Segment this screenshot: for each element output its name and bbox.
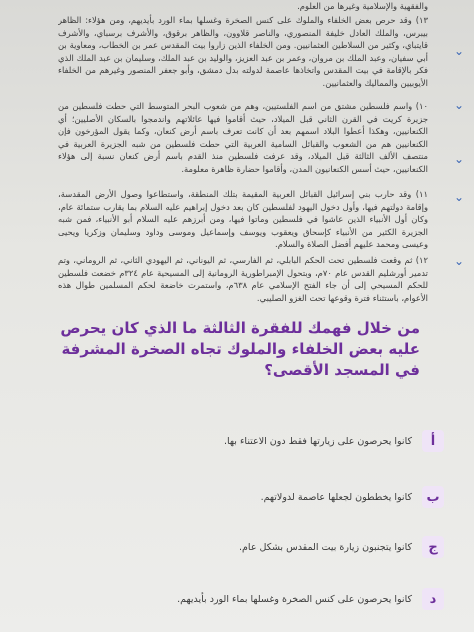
- option-a-text: كانوا يحرصون على زيارتها فقط دون الاعتناء بها.: [224, 435, 412, 447]
- chevron-down-icon[interactable]: ⌄: [453, 44, 465, 58]
- passage-paragraph-12: ١٢) ثم وقعت فلسطين تحت الحكم البابلي، ثم الفارسي، ثم اليوناني، ثم اليهودي الثاني، ثم الروماني، وتم تدمير أورشليم القدس عام ٧٠م، وبتحول الإمبراطورية الرومانية إلى المسيحية عام ٣٢٤م خضعت فلسطين للحكم المسيحي إلى أن جاء الفتح الإسلامي عام ٦٣٨م، واستمرت خاضعة لحكم المسلمين طوال هذه الأعوام، باستثناء فترة وقوعها تحت الغزو الصليبي.: [58, 255, 428, 303]
- passage-paragraph-11: ١١) وقد حارب بني إسرائيل القبائل العربية المقيمة بتلك المنطقة، واستطاعوا وصول الأرض المقدسة، وإقامة دولتهم فيها، وأول دخول اليهود لفلسطين كان بعد دخول إبراهيم عليه السلام بما يقارب ستمائة عام، وكان أول الأنبياء الذين عاشوا في فلسطين وماتوا فيها، ومن أبرزهم عليه السلام أبو الأنبياء، فمن شبه الجزيرة الكثير من الأنبياء كإسحاق ويعقوب ويوسف وإسماعيل وموسى وداود وسليمان وزكريا ويحيى وعيسى ومحمد عليهم أفضل الصلاة والسلام.: [58, 189, 428, 249]
- chevron-down-icon[interactable]: ⌄: [453, 98, 465, 112]
- chevron-down-icon[interactable]: ⌄: [453, 190, 465, 204]
- chevron-down-icon[interactable]: ⌄: [453, 254, 465, 268]
- question-text: من خلال فهمك للفقرة الثالثة ما الذي كان يحرص عليه بعض الخلفاء والملوك تجاه الصخرة المشرفة في المسجد الأقصى؟: [60, 319, 420, 379]
- passage-top-line: والفقهية والإسلامية وغيرها من العلوم.: [297, 1, 428, 11]
- option-c-badge: ج: [422, 536, 444, 558]
- option-d-badge: د: [422, 588, 444, 610]
- option-d-text: كانوا يحرصون على كنس الصخرة وغسلها بماء الورد بأيديهم.: [177, 593, 412, 605]
- option-c[interactable]: [30, 532, 444, 562]
- option-a-badge: أ: [422, 430, 444, 452]
- option-d[interactable]: [30, 584, 444, 614]
- option-a[interactable]: [30, 426, 444, 456]
- passage-paragraph-10: ١٠) واسم فلسطين مشتق من اسم الفلستيين، وهم من شعوب البحر المتوسط التي حطت فلسطين من جزيرة كريت في القرن الثاني قبل الميلاد، حيث أقاموا فيها عائلاتهم واندمجوا بالسكان الأصليين؛ أي الكنعانيين، وهكذا أعطوا البلاد اسمهم بعد أن كانت تعرف باسم أرض كنعان، وكما يقول المؤرخون فإن الكنعانيين هم من الشعوب والقبائل السامية العربية التي حطت فلسطين من شبه الجزيرة العربية في منتصف الألف الثالثة قبل الميلاد، وقد عرفت فلسطين منذ القدم باسم أرض كنعان نسبة إلى هؤلاء الكنعانيين، حيث أسس الكنعانيون المدن، وأقاموا حضارة ظاهرة معلومة.: [58, 101, 428, 174]
- option-b[interactable]: [30, 482, 444, 512]
- chevron-down-icon[interactable]: ⌄: [453, 152, 465, 166]
- option-c-text: كانوا يتجنبون زيارة بيت المقدس بشكل عام.: [239, 541, 412, 553]
- option-b-badge: ب: [422, 486, 444, 508]
- option-b-text: كانوا يخططون لجعلها عاصمة لدولاتهم.: [260, 491, 412, 503]
- passage-paragraph-13: ١٣) وقد حرص بعض الخلفاء والملوك على كنس الصخرة وغسلها بماء الورد بأيديهم، ومن هؤلاء: الظاهر بيبرس، والملك العادل خليفة المنصوري، والناصر قلاوون، والظاهر برقوق، والأشرف برسباي، والأشرف قايتباي، وكثير من السلاطين العثمانيين. ومن الخلفاء الذين زاروا بيت المقدس عمر بن الخطاب، ومعاوية بن أبي سفيان، وعبد الملك بن مروان، وعمر بن عبد العزيز، والوليد بن عبد الملك، وسليمان بن عبد الملك الذي فكر بالإقامة في بيت المقدس واتخاذها عاصمة لدولته بدل دمشق، وأبو جعفر المنصور وغيرهم من الخلفاء الأيوبيين والمماليك والعثمانيين.: [58, 15, 428, 88]
